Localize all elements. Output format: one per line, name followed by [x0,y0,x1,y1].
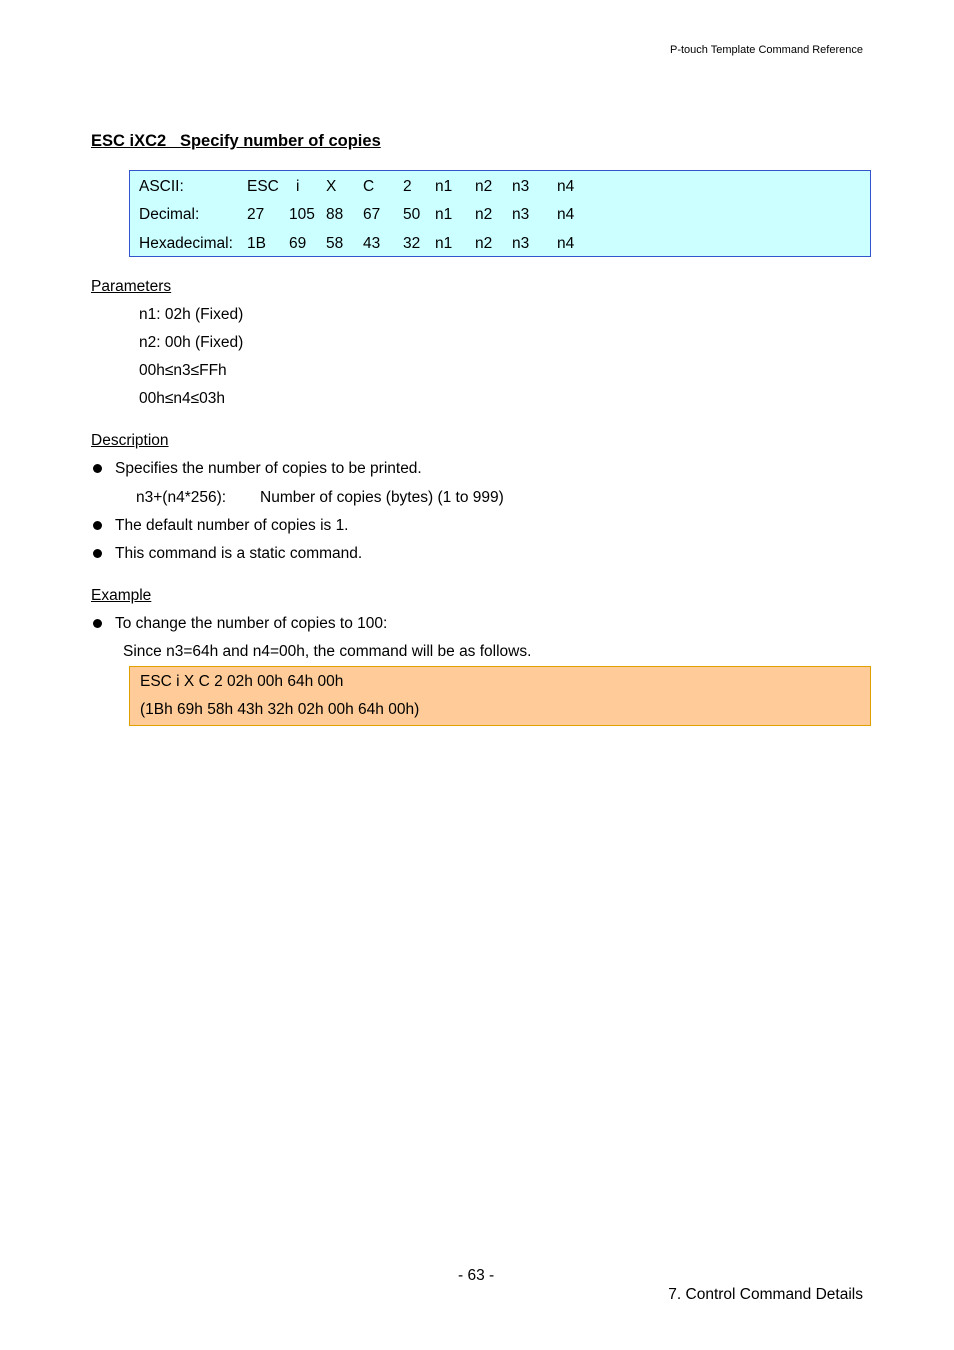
cell: n3 [512,235,530,252]
description-bullet: The default number of copies is 1. [115,517,349,534]
cell: 50 [403,206,421,223]
cell: 58 [326,235,344,252]
footer-chapter: 7. Control Command Details [668,1286,863,1303]
cell: 67 [363,206,381,223]
cell: 1B [247,235,266,252]
cell: X [326,178,337,195]
command-table [129,170,871,257]
command-row-hexadecimal [130,235,870,255]
parameter-item: n2: 00h (Fixed) [139,334,244,351]
example-note: Since n3=64h and n4=00h, the command will be as follows. [123,643,532,660]
cell: n2 [475,206,493,223]
description-heading: Description [91,432,169,449]
command-row-decimal [130,206,870,226]
cell: 105 [289,206,315,223]
bullet-icon [93,521,102,530]
description-bullet: This command is a static command. [115,545,363,562]
row-label: Decimal: [139,206,200,223]
example-heading: Example [91,587,152,604]
header-reference-title: P-touch Template Command Reference [669,44,863,56]
bullet-icon [93,464,102,473]
cell: 88 [326,206,344,223]
description-bullet: Specifies the number of copies to be printed. [115,460,422,477]
section-title: ESC iXC2 Specify number of copies [91,132,381,150]
parameter-item: 00h≤n3≤FFh [139,362,227,379]
cell: i [296,178,300,195]
cell: ESC [247,178,279,195]
formula-text: Number of copies (bytes) (1 to 999) [260,489,504,506]
example-code-box [129,666,871,726]
cell: n1 [435,206,453,223]
cell: n3 [512,178,530,195]
cell: 43 [363,235,381,252]
example-bullet: To change the number of copies to 100: [115,615,388,632]
cell: n4 [557,206,575,223]
cell: n1 [435,235,453,252]
cell: 2 [403,178,412,195]
parameters-heading: Parameters [91,278,172,295]
formula-label: n3+(n4*256): [136,489,227,506]
cell: n4 [557,235,575,252]
row-label: Hexadecimal: [139,235,233,252]
cell: C [363,178,375,195]
example-code-line: ESC i X C 2 02h 00h 64h 00h [140,673,344,690]
cell: n2 [475,235,493,252]
bullet-icon [93,549,102,558]
parameter-item: 00h≤n4≤03h [139,390,225,407]
command-row-ascii [130,178,870,198]
cell: 27 [247,206,265,223]
cell: n2 [475,178,493,195]
cell: n3 [512,206,530,223]
example-code-line: (1Bh 69h 58h 43h 32h 02h 00h 64h 00h) [140,701,420,718]
cell: n1 [435,178,453,195]
cell: n4 [557,178,575,195]
bullet-icon [93,619,102,628]
parameter-item: n1: 02h (Fixed) [139,306,244,323]
cell: 69 [289,235,307,252]
row-label: ASCII: [139,178,184,195]
page-number: - 63 - [458,1267,495,1284]
cell: 32 [403,235,421,252]
